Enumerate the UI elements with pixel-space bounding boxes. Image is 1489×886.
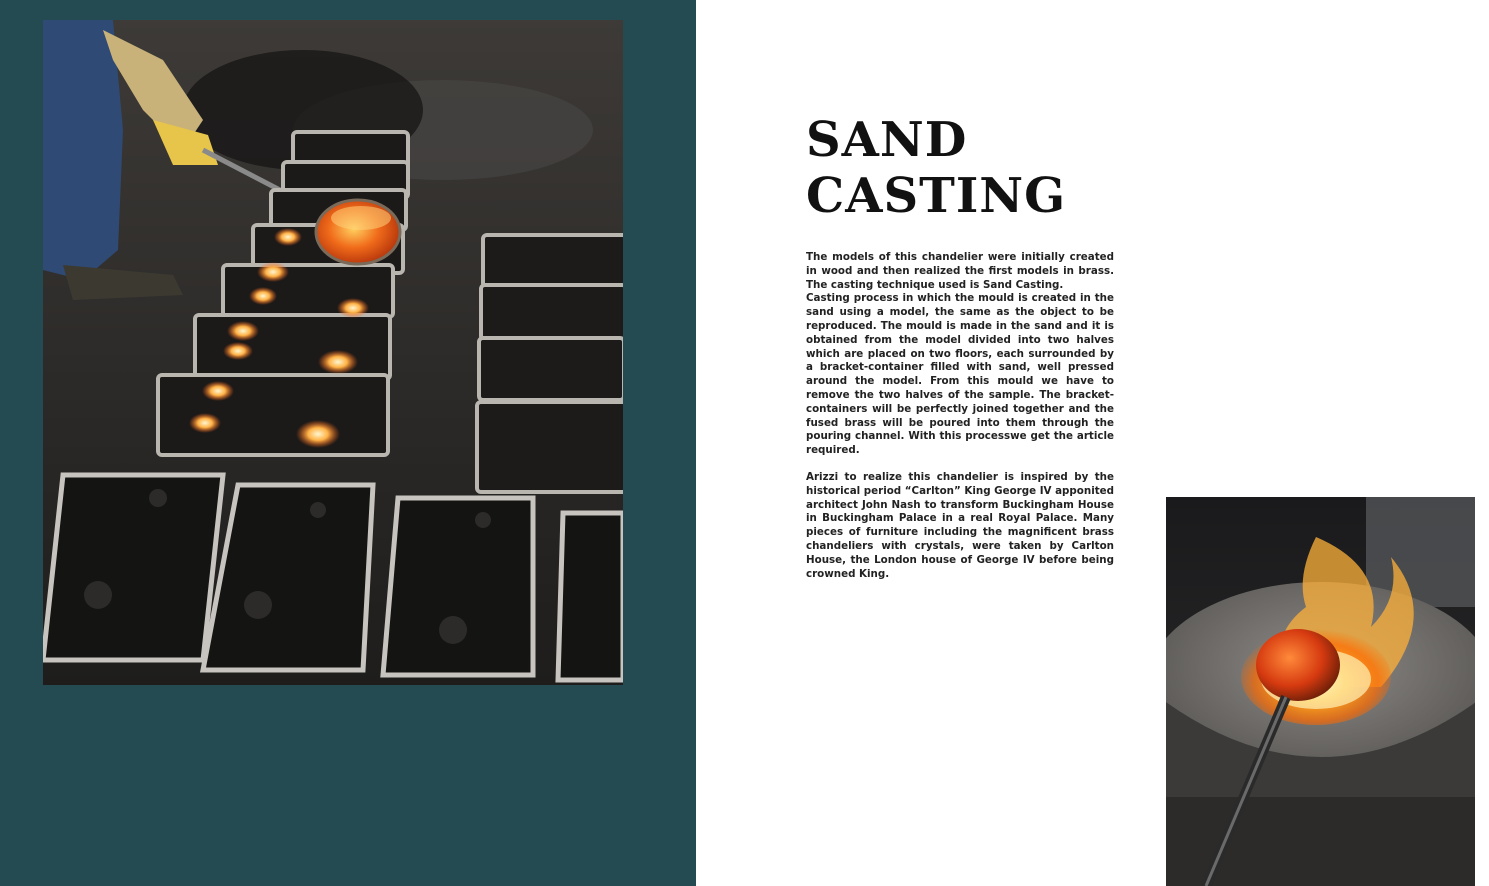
title-line-2: CASTING [806,168,1067,224]
furnace-flame-photo [1166,497,1475,886]
article-body [806,251,1114,581]
page-title [806,112,1066,224]
paragraph-intro: The models of this chandelier were initially created in wood and then realized the first models in brass. The casting technique used is Sand Casting. [806,251,1114,291]
sand-casting-molds-photo [43,20,623,685]
paragraph-history: Arizzi to realize this chandelier is inspired by the historical period “Carlton” King George IV apponited architect John Nash to transform Buckingham House in Buckingham Palace in a real Royal Palace. Many pieces of furniture including the magnificent brass chandeliers with crystals, were taken by Carlton House, the London house of George IV before being crowned King. [806,470,1114,580]
paragraph-process: Casting process in which the mould is created in the sand using a model, the same as the object to be reproduced. The mould is made in the sand and it is obtained from the model divided into two halves which are placed on two floors, each surrounded by a bracket-container filled with sand, well pressed around the model. From this mould we have to remove the two halves of the sample. The bracket-containers will be perfectly joined together and the fused brass will be poured into them through the pouring channel. With this processwe get the article required. [806,292,1114,457]
title-line-1: SAND [806,112,968,168]
